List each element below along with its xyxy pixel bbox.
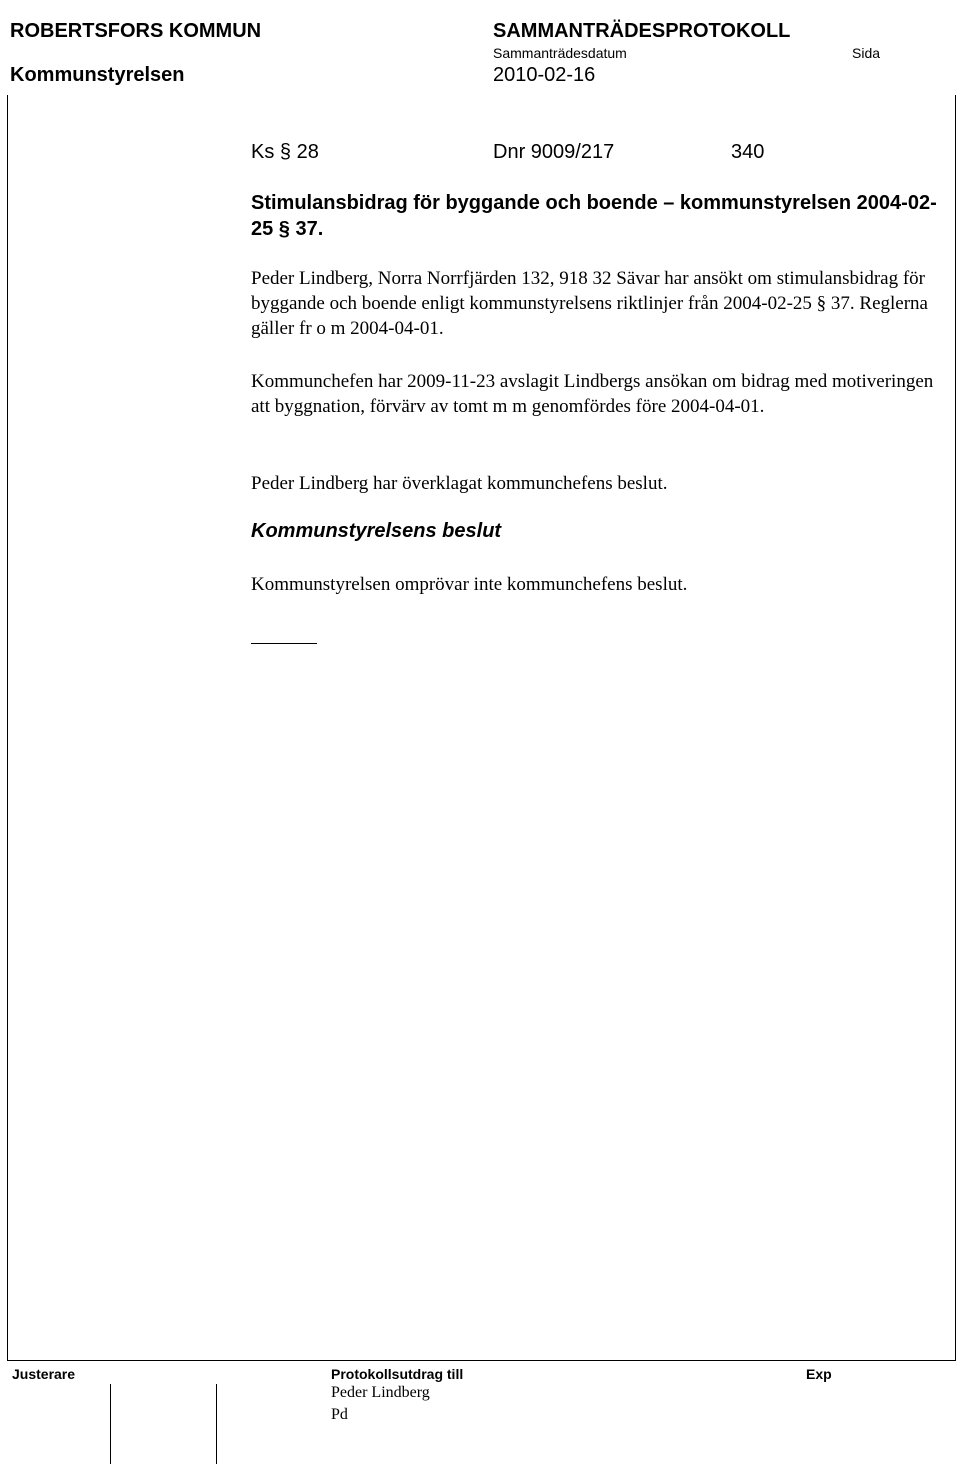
footer-recipient: Peder Lindberg: [331, 1384, 430, 1401]
footer-justerare-label: Justerare: [12, 1366, 76, 1382]
meeting-date-label: Sammanträdesdatum: [493, 45, 627, 61]
case-paragraph-number: Ks § 28: [251, 141, 319, 163]
footer-recipient-short: Pd: [331, 1406, 348, 1423]
decision-text: Kommunstyrelsen omprövar inte kommunchefens beslut.: [251, 574, 688, 595]
page-label: Sida: [852, 45, 881, 61]
page-frame-left: [7, 95, 8, 1360]
body-paragraph-appeal: Peder Lindberg har överklagat kommunchefens beslut.: [251, 473, 668, 494]
case-code: 340: [731, 141, 765, 163]
page-frame-bottom: [7, 1360, 956, 1361]
decision-heading: Kommunstyrelsens beslut: [251, 520, 502, 542]
end-rule: [251, 643, 317, 644]
body-paragraph-application: Peder Lindberg, Norra Norrfjärden 132, 918 32 Sävar har ansökt om stimulansbidrag för byggande och boende enligt kommunstyrelsens riktlinjer från 2004-02-25 § 37. Reglerna gäller fr o m 2004-04-01.: [251, 268, 928, 339]
page-frame-right: [955, 95, 956, 1360]
meeting-date: 2010-02-16: [493, 64, 596, 86]
footer-extract-label: Protokollsutdrag till: [331, 1366, 464, 1382]
signature-divider: [216, 1384, 217, 1464]
footer-exp-label: Exp: [806, 1366, 832, 1382]
case-diary-number: Dnr 9009/217: [493, 141, 615, 163]
municipality-name: ROBERTSFORS KOMMUN: [10, 20, 262, 42]
signature-divider: [110, 1384, 111, 1464]
case-title: Stimulansbidrag för byggande och boende – kommunstyrelsen 2004-02-25 § 37.: [251, 192, 937, 240]
document-type: SAMMANTRÄDESPROTOKOLL: [493, 20, 791, 42]
board-name: Kommunstyrelsen: [10, 64, 185, 86]
body-paragraph-rejection: Kommunchefen har 2009-11-23 avslagit Lindbergs ansökan om bidrag med motiveringen att byggnation, förvärv av tomt m m genomfördes före 2004-04-01.: [251, 371, 934, 417]
